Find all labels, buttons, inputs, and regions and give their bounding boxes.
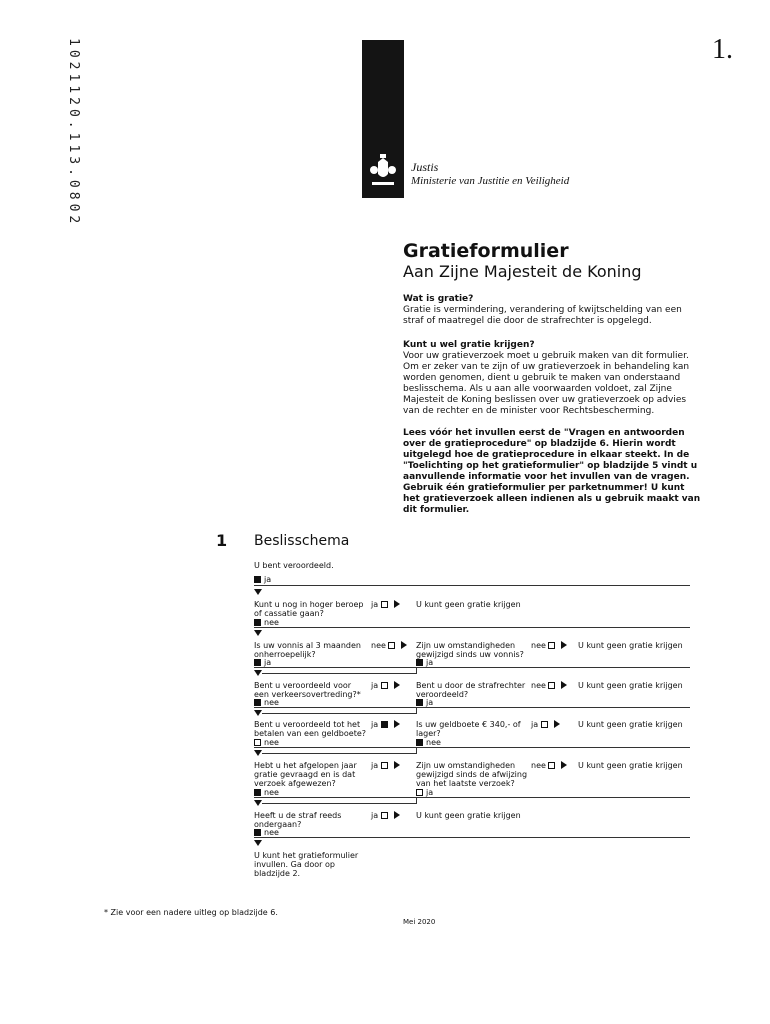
arrow-right-icon (394, 720, 400, 728)
no-pardon-6: U kunt geen gratie krijgen (416, 811, 521, 820)
checkbox-checked[interactable] (254, 619, 261, 626)
no-pardon-2: U kunt geen gratie krijgen (578, 641, 683, 650)
q2b-ja-option[interactable]: ja (416, 658, 433, 667)
q2-nee-option[interactable]: nee (371, 641, 410, 650)
intro-question-1: Wat is gratie? (403, 294, 474, 304)
divider (254, 585, 690, 586)
arrow-right-icon (561, 641, 567, 649)
question-4b: Is uw geldboete € 340,- of lager? (416, 720, 521, 738)
q1-ja-option[interactable]: ja (371, 600, 403, 609)
checkbox[interactable] (548, 762, 555, 769)
scheme-start: U bent veroordeeld. (254, 561, 334, 570)
checkbox[interactable] (416, 789, 423, 796)
intro-notice: Lees vóór het invullen eerst de "Vragen en antwoorden over de gratieprocedure" op bladzijde 6. Hierin wordt uitgelegd hoe de gratieprocedure in elkaar steekt. In de "Toelichting op het gratieformulier" op bladzijde 5 vindt u aanvullende informatie voor het invullen van de vragen. Gebruik één gratieformulier per parketnummer! U kunt het gratieverzoek alleen indienen als u gebruik maakt van dit formulier. (403, 428, 701, 515)
connector-line (416, 797, 417, 804)
no-pardon-1: U kunt geen gratie krijgen (416, 600, 521, 609)
arrow-down-icon (254, 670, 262, 676)
q6-nee-option[interactable]: nee (254, 828, 279, 837)
form-subtitle: Aan Zijne Majesteit de Koning (403, 262, 642, 281)
divider (254, 707, 690, 708)
q4-nee-option[interactable]: nee (254, 738, 279, 747)
checkbox[interactable] (254, 739, 261, 746)
no-pardon-5: U kunt geen gratie krijgen (578, 761, 683, 770)
arrow-down-icon (254, 589, 262, 595)
checkbox[interactable] (541, 721, 548, 728)
q5-nee-option[interactable]: nee (254, 788, 279, 797)
question-6: Heeft u de straf reeds ondergaan? (254, 811, 342, 829)
checkbox-checked[interactable] (254, 576, 261, 583)
section-number: 1 (216, 531, 228, 550)
page-number: 1. (712, 34, 733, 65)
intro-answer-2: Voor uw gratieverzoek moet u gebruik maken van dit formulier. Om er zeker van te zijn of uw gratieverzoek in behandeling kan worden genomen, dient u gebruik te maken van onderstaand beslisschema. Als u aan alle voorwaarden voldoet, zal Zijne Majesteit de Koning beslissen over uw gratieverzoek op advies van de rechter en de minister voor Rechtsbescherming. (403, 351, 690, 416)
checkbox[interactable] (548, 642, 555, 649)
question-2b: Zijn uw omstandigheden gewijzigd sinds uw vonnis? (416, 641, 524, 659)
arrow-right-icon (394, 681, 400, 689)
q3b-ja-option[interactable]: ja (416, 698, 433, 707)
q5-ja-option[interactable]: ja (371, 761, 403, 770)
divider (254, 747, 690, 748)
question-5: Hebt u het afgelopen jaar gratie gevraagd en is dat verzoek afgewezen? (254, 761, 357, 788)
arrow-down-icon (254, 840, 262, 846)
divider (254, 627, 690, 628)
arrow-down-icon (254, 630, 262, 636)
checkbox-checked[interactable] (381, 721, 388, 728)
arrow-right-icon (394, 600, 400, 608)
q2b-nee-option[interactable]: nee (531, 641, 570, 650)
connector-line (416, 667, 417, 674)
checkbox-checked[interactable] (254, 829, 261, 836)
checkbox-checked[interactable] (254, 659, 261, 666)
question-5b: Zijn uw omstandigheden gewijzigd sinds de afwijzing van het laatste verzoek? (416, 761, 528, 788)
checkbox[interactable] (381, 762, 388, 769)
checkbox[interactable] (548, 682, 555, 689)
checkbox-checked[interactable] (416, 739, 423, 746)
checkbox[interactable] (381, 812, 388, 819)
checkbox[interactable] (381, 682, 388, 689)
question-2: Is uw vonnis al 3 maanden onherroepelijk? (254, 641, 361, 659)
question-4: Bent u veroordeeld tot het betalen van een geldboete? (254, 720, 367, 738)
q3-ja-option[interactable]: ja (371, 681, 403, 690)
checkbox-checked[interactable] (254, 789, 261, 796)
document-date: Mei 2020 (403, 918, 436, 926)
arrow-down-icon (254, 800, 262, 806)
arrow-right-icon (561, 761, 567, 769)
q4b-ja-option[interactable]: ja (531, 720, 563, 729)
crest-icon (366, 152, 400, 192)
question-3b: Bent u door de strafrechter veroordeeld? (416, 681, 526, 699)
intro-block-1 (403, 294, 703, 327)
divider (254, 667, 690, 668)
q3b-nee-option[interactable]: nee (531, 681, 570, 690)
q4b-nee-option[interactable]: nee (416, 738, 441, 747)
connector-line (416, 747, 417, 754)
question-1: Kunt u nog in hoger beroep of cassatie gaan? (254, 600, 364, 618)
divider (254, 797, 690, 798)
connector-line (262, 753, 416, 754)
no-pardon-3: U kunt geen gratie krijgen (578, 681, 683, 690)
q2-ja-option[interactable]: ja (254, 658, 271, 667)
question-3: Bent u veroordeeld voor een verkeersovertreding?* (254, 681, 361, 699)
checkbox[interactable] (381, 601, 388, 608)
connector-line (416, 707, 417, 714)
arrow-right-icon (401, 641, 407, 649)
start-ja-option[interactable]: ja (254, 575, 271, 584)
intro-block-2 (403, 340, 703, 417)
connector-line (262, 673, 416, 674)
arrow-right-icon (554, 720, 560, 728)
q1-nee-option[interactable]: nee (254, 618, 279, 627)
q6-ja-option[interactable]: ja (371, 811, 403, 820)
document-stamp: 1021120.113.0802 (66, 38, 81, 228)
connector-line (262, 803, 416, 804)
q3-nee-option[interactable]: nee (254, 698, 279, 707)
checkbox-checked[interactable] (254, 699, 261, 706)
arrow-right-icon (394, 761, 400, 769)
intro-question-2: Kunt u wel gratie krijgen? (403, 340, 535, 350)
arrow-right-icon (394, 811, 400, 819)
checkbox-checked[interactable] (416, 699, 423, 706)
arrow-down-icon (254, 750, 262, 756)
divider (254, 837, 690, 838)
connector-line (262, 713, 416, 714)
arrow-down-icon (254, 710, 262, 716)
q5b-ja-option[interactable]: ja (416, 788, 433, 797)
section-title: Beslisschema (254, 533, 350, 549)
scheme-end: U kunt het gratieformulier invullen. Ga door op bladzijde 2. (254, 851, 359, 878)
checkbox-checked[interactable] (416, 659, 423, 666)
ministry-name: Ministerie van Justitie en Veiligheid (411, 175, 570, 187)
no-pardon-4: U kunt geen gratie krijgen (578, 720, 683, 729)
intro-answer-1: Gratie is vermindering, verandering of kwijtschelding van een straf of maatregel die door de strafrechter is opgelegd. (403, 305, 682, 326)
org-name: Justis (411, 160, 439, 174)
q4-ja-option[interactable]: ja (371, 720, 403, 729)
arrow-right-icon (561, 681, 567, 689)
form-title: Gratieformulier (403, 240, 569, 262)
q5b-nee-option[interactable]: nee (531, 761, 570, 770)
footnote: * Zie voor een nadere uitleg op bladzijde 6. (104, 908, 278, 917)
checkbox[interactable] (388, 642, 395, 649)
